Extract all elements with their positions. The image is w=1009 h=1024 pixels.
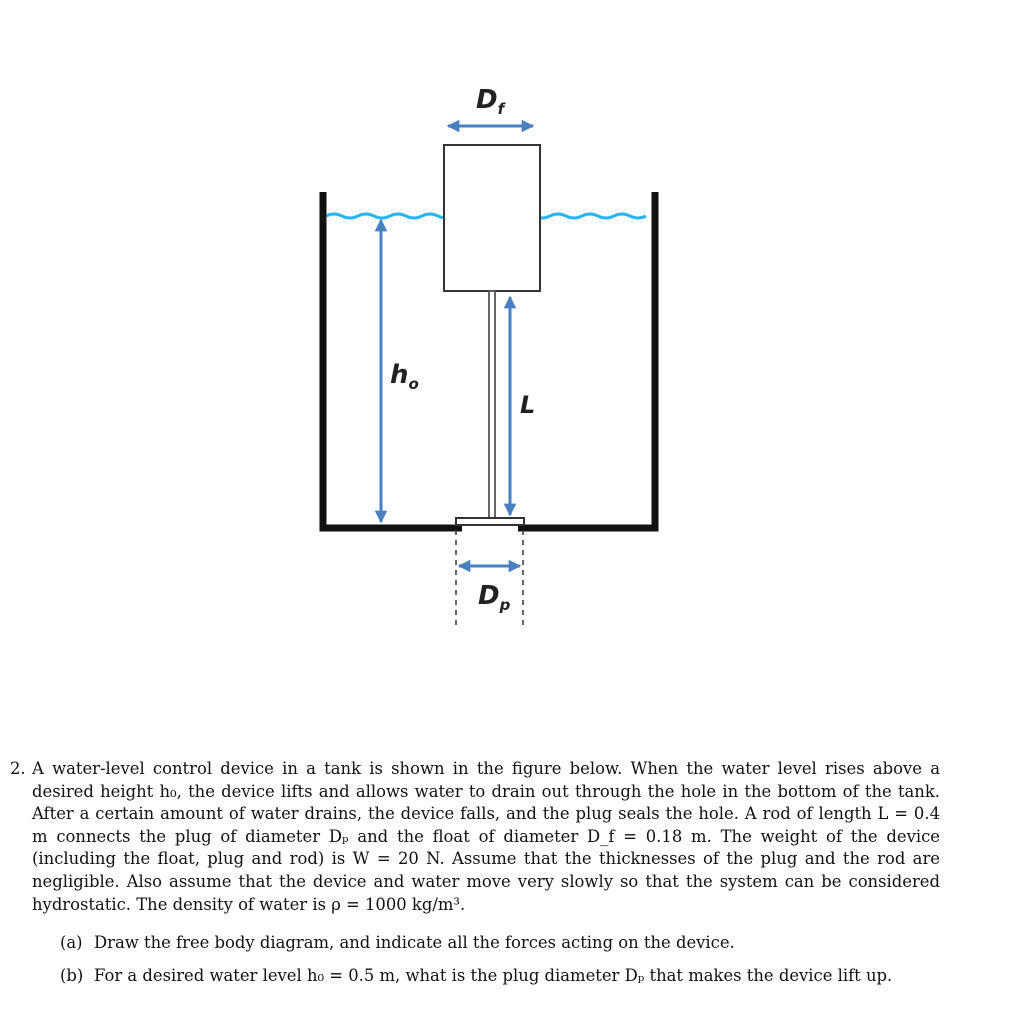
part-b — [60, 965, 940, 988]
problem-parts — [60, 932, 940, 987]
problem-number: 2. — [10, 759, 26, 778]
float — [444, 145, 540, 291]
part-text: Draw the free body diagram, and indicate all the forces acting on the device. — [94, 933, 735, 953]
rod — [489, 291, 495, 518]
part-tag: (b) — [60, 965, 84, 985]
problem-statement — [10, 758, 940, 997]
plug — [456, 518, 524, 525]
part-a — [60, 932, 940, 955]
part-tag: (a) — [60, 933, 83, 953]
rod-length-label: L — [520, 391, 536, 419]
float-diameter-label: $D_f$ — [476, 85, 505, 118]
problem-text — [32, 758, 940, 987]
plug-diameter-label: $D_p$ — [478, 581, 511, 614]
water-height-label: $h_o$ — [390, 360, 419, 393]
part-text: For a desired water level h₀ = 0.5 m, what is the plug diameter Dₚ that makes the device lift up. — [94, 965, 893, 985]
problem-description: A water-level control device in a tank is shown in the figure below. When the water level rises above a desired height h₀, the device lifts and allows water to drain out through the hole in the bottom of the tank. After a certain amount of water drains, the device falls, and the plug seals the hole. A rod of length L = 0.4 m connects the plug of diameter Dₚ and the float of diameter D_f = 0.18 m. The weight of the device (including the float, plug and rod) is W = 20 N. Assume that the thicknesses of the plug and the rod are negligible. Also assume that the device and water move very slowly so that the system can be considered hydrostatic. The density of water is ρ = 1000 kg/m³. — [32, 759, 940, 914]
